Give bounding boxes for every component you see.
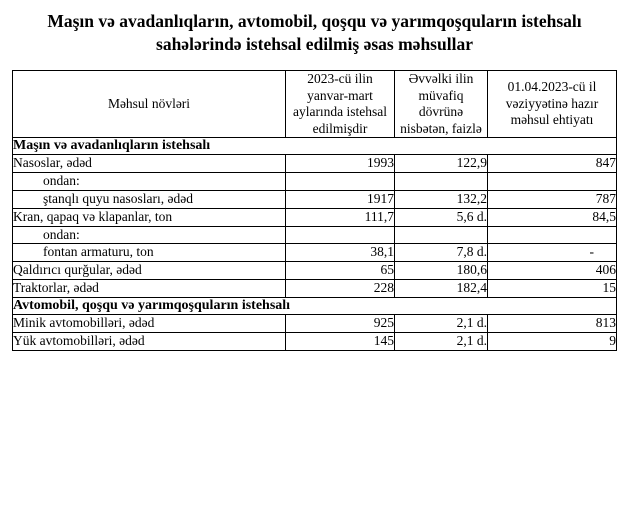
table-row (13, 332, 617, 350)
table-header-row (13, 71, 617, 138)
row-value-2: 2,1 d. (395, 332, 488, 350)
row-value-1: 38,1 (286, 244, 395, 262)
row-value-1: 65 (286, 262, 395, 280)
table-row (13, 226, 617, 244)
row-label: Minik avtomobilləri, ədəd (13, 315, 286, 333)
row-value-1: 925 (286, 315, 395, 333)
row-value-3: 406 (488, 262, 617, 280)
row-label: fontan armaturu, ton (13, 244, 286, 262)
column-header-percent-vs-prev-year: Əvvəlki ilin müvafiq dövrünə nisbətən, faizlə (395, 71, 488, 138)
row-value-1: 111,7 (286, 208, 395, 226)
column-header-product-type: Məhsul növləri (13, 71, 286, 138)
section-label: Avtomobil, qoşqu və yarımqoşquların istehsalı (13, 298, 617, 315)
document-page (0, 10, 629, 515)
section-label: Maşın və avadanlıqların istehsalı (13, 138, 617, 155)
row-value-1: 1917 (286, 190, 395, 208)
row-value-2: 182,4 (395, 280, 488, 298)
row-value-2: 180,6 (395, 262, 488, 280)
row-value-3 (488, 226, 617, 244)
table-header (13, 71, 617, 138)
table-row (13, 315, 617, 333)
row-label: Traktorlar, ədəd (13, 280, 286, 298)
row-label: ondan: (13, 172, 286, 190)
row-value-2 (395, 172, 488, 190)
production-table (12, 70, 617, 351)
table-section-row (13, 138, 617, 155)
row-value-1 (286, 172, 395, 190)
table-row (13, 155, 617, 173)
row-value-3: 84,5 (488, 208, 617, 226)
row-label: Qaldırıcı qurğular, ədəd (13, 262, 286, 280)
row-value-1: 228 (286, 280, 395, 298)
row-value-2: 132,2 (395, 190, 488, 208)
row-value-1 (286, 226, 395, 244)
column-header-stock-2023-04-01: 01.04.2023-cü il vəziyyətinə hazır məhsul ehtiyatı (488, 71, 617, 138)
table-row (13, 172, 617, 190)
row-value-2 (395, 226, 488, 244)
row-value-3 (488, 172, 617, 190)
row-value-3: 847 (488, 155, 617, 173)
row-value-1: 1993 (286, 155, 395, 173)
row-label: Kran, qapaq və klapanlar, ton (13, 208, 286, 226)
row-value-3: 787 (488, 190, 617, 208)
row-label: Nasoslar, ədəd (13, 155, 286, 173)
table-row (13, 190, 617, 208)
column-header-produced-jan-mar-2023: 2023-cü ilin yanvar-mart aylarında istehsal edilmişdir (286, 71, 395, 138)
table-row (13, 244, 617, 262)
row-value-3: 15 (488, 280, 617, 298)
row-value-2: 2,1 d. (395, 315, 488, 333)
row-value-2: 122,9 (395, 155, 488, 173)
row-value-2: 7,8 d. (395, 244, 488, 262)
row-value-3: 813 (488, 315, 617, 333)
row-value-3: 9 (488, 332, 617, 350)
table-row (13, 280, 617, 298)
row-value-1: 145 (286, 332, 395, 350)
table-body (13, 138, 617, 351)
table-section-row (13, 298, 617, 315)
row-value-2: 5,6 d. (395, 208, 488, 226)
row-label: ondan: (13, 226, 286, 244)
row-label: ştanqlı quyu nasosları, ədəd (13, 190, 286, 208)
table-row (13, 262, 617, 280)
row-value-3: - (488, 244, 617, 262)
page-title: Maşın və avadanlıqların, avtomobil, qoşqu və yarımqoşquların istehsalı sahələrində istehsal edilmiş əsas məhsullar (47, 11, 582, 55)
table-row (13, 208, 617, 226)
row-label: Yük avtomobilləri, ədəd (13, 332, 286, 350)
